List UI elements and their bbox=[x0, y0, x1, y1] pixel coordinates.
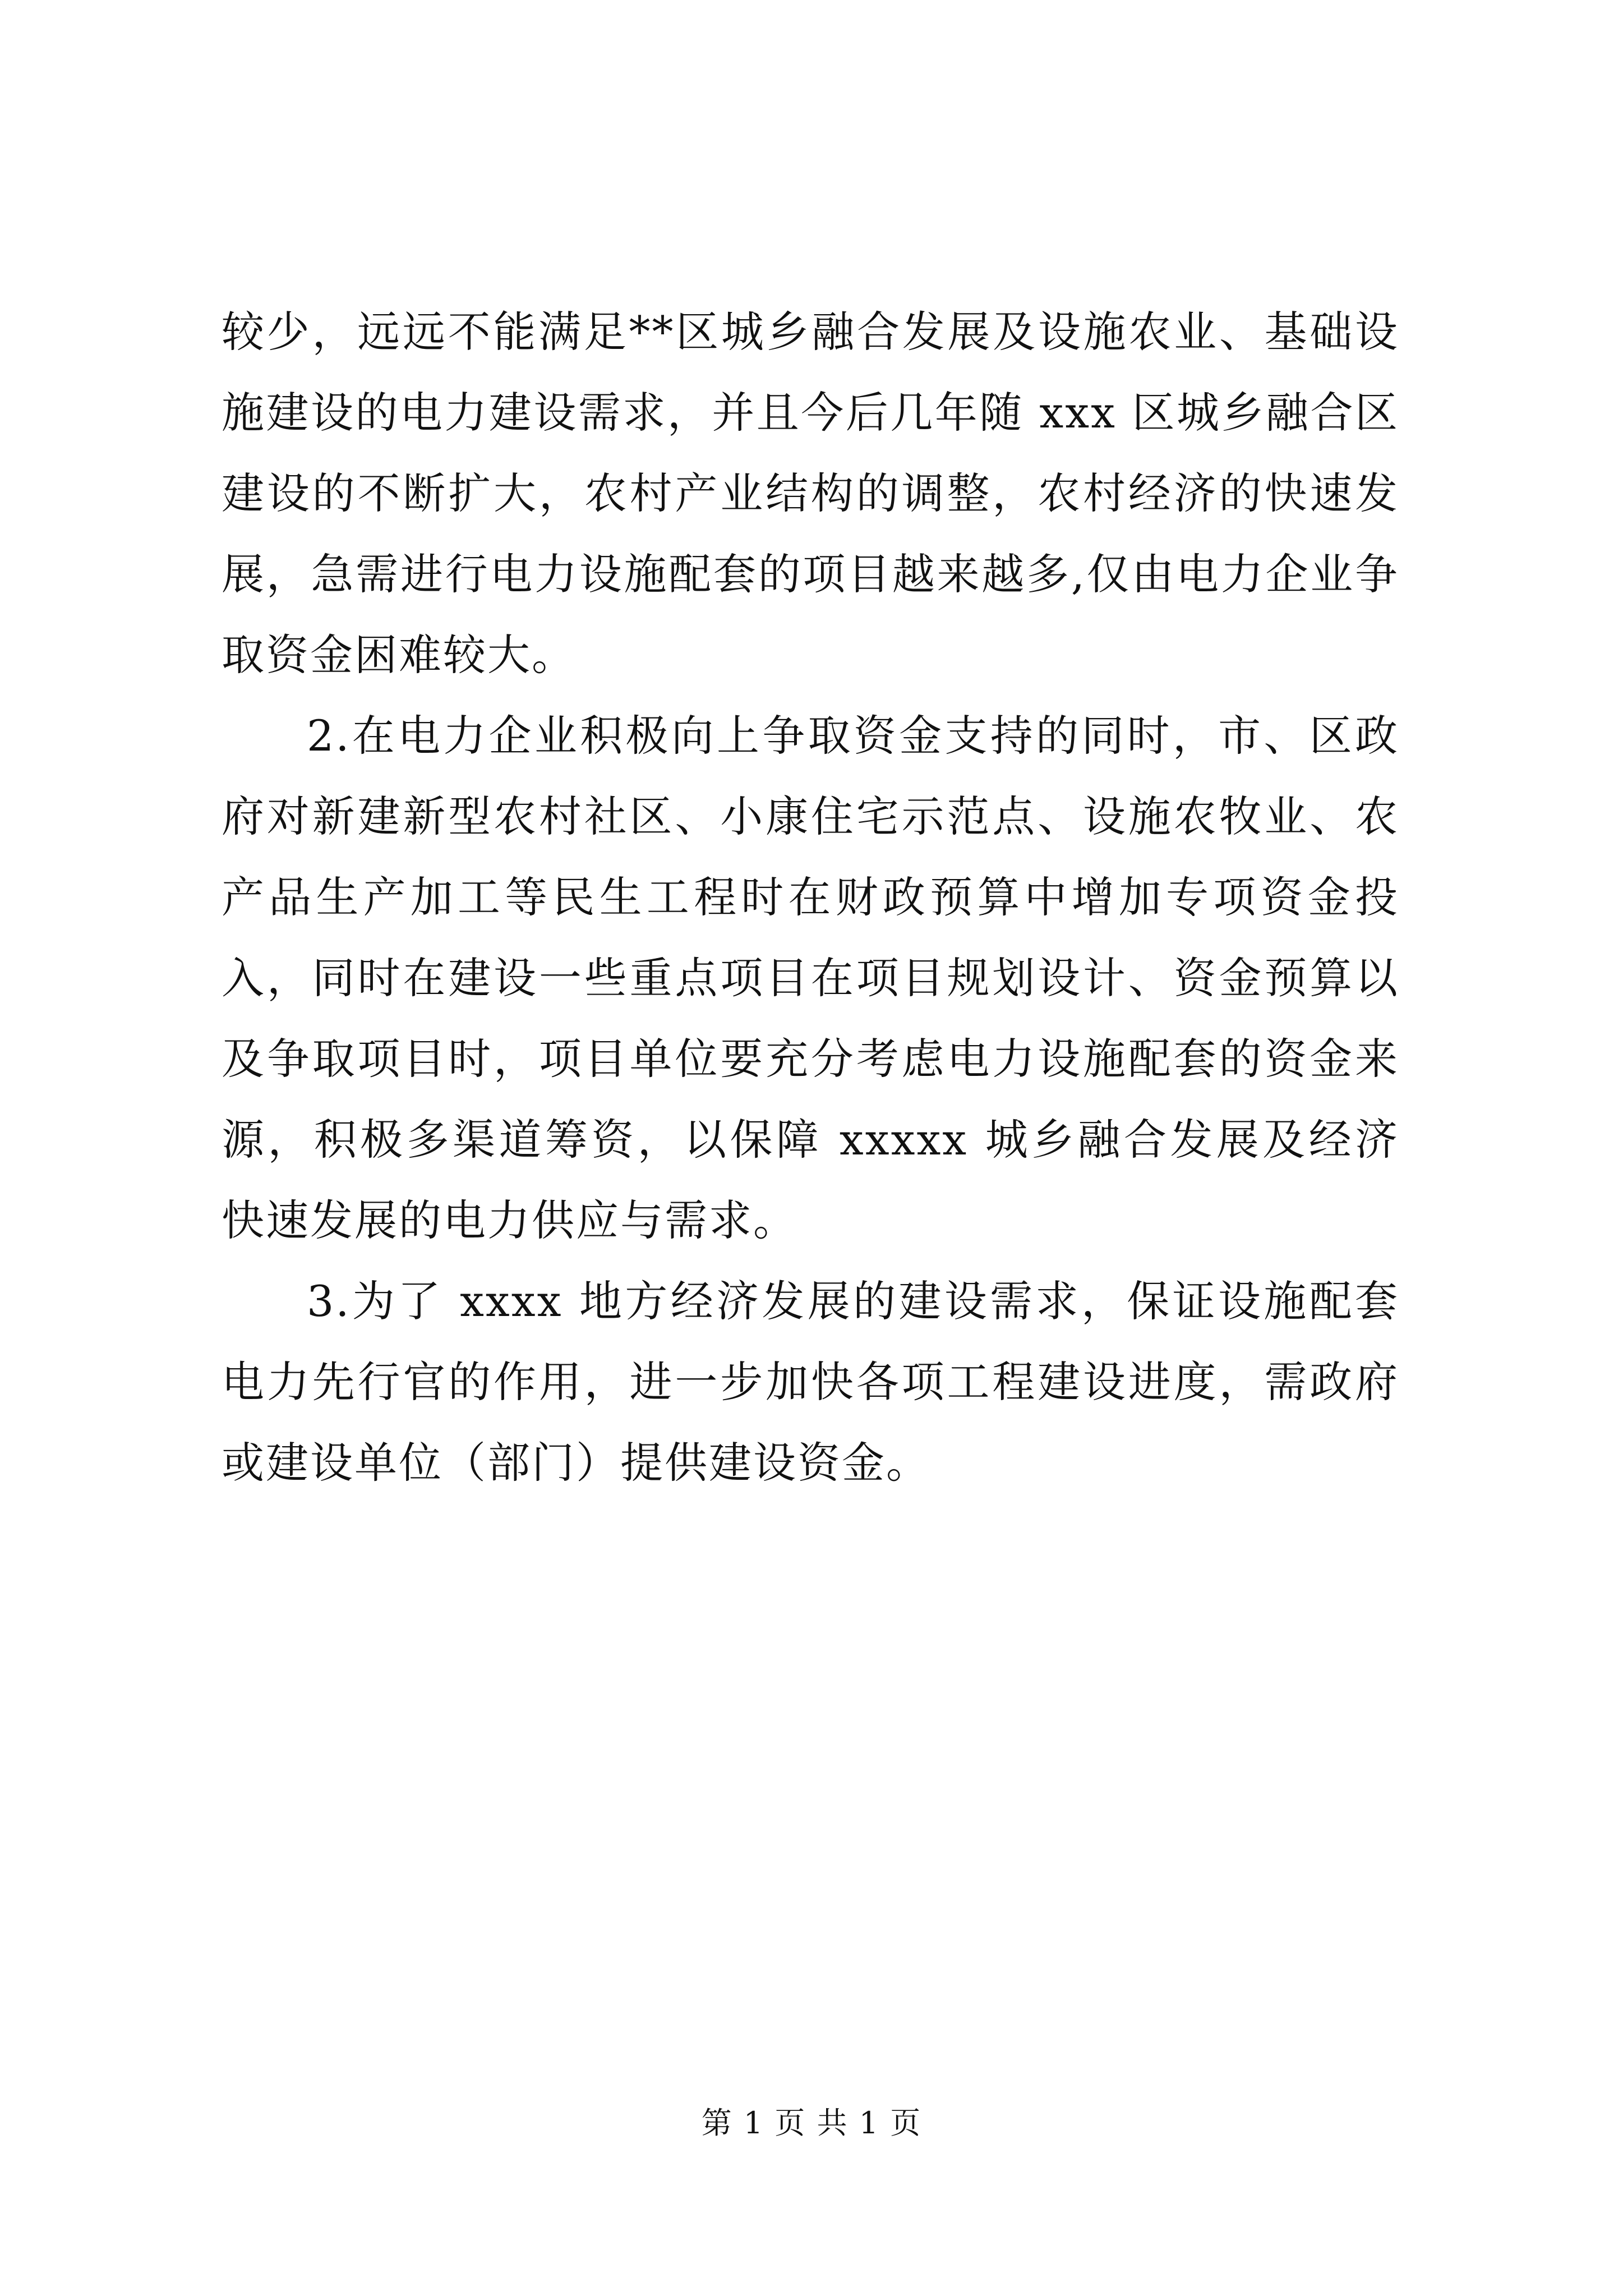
paragraph-item-2: 2.在电力企业积极向上争取资金支持的同时，市、区政府对新建新型农村社区、小康住宅示范点、设施农牧业、农产品生产加工等民生工程时在财政预算中增加专项资金投入，同时在建设一些重点项目在项目规划设计、资金预算以及争取项目时，项目单位要充分考虑电力设施配套的资金来源，积极多渠道筹资，以保障 xxxxx 城乡融合发展及经济快速发展的电力供应与需求。 bbox=[222, 711, 1399, 1245]
paragraph-continuation: 较少，远远不能满足**区城乡融合发展及设施农业、基础设施建设的电力建设需求，并且今后几年随 xxx 区城乡融合区建设的不断扩大，农村产业结构的调整，农村经济的快速发展，急需进行电力设施配套的项目越来越多,仅由电力企业争取资金困难较大。 bbox=[222, 307, 1399, 680]
page-footer: 第 1 页 共 1 页 bbox=[701, 2105, 922, 2141]
document-body bbox=[222, 292, 1399, 1503]
paragraph-item-3: 3.为了 xxxx 地方经济发展的建设需求，保证设施配套电力先行官的作用，进一步加快各项工程建设进度，需政府或建设单位（部门）提供建设资金。 bbox=[222, 1276, 1399, 1488]
